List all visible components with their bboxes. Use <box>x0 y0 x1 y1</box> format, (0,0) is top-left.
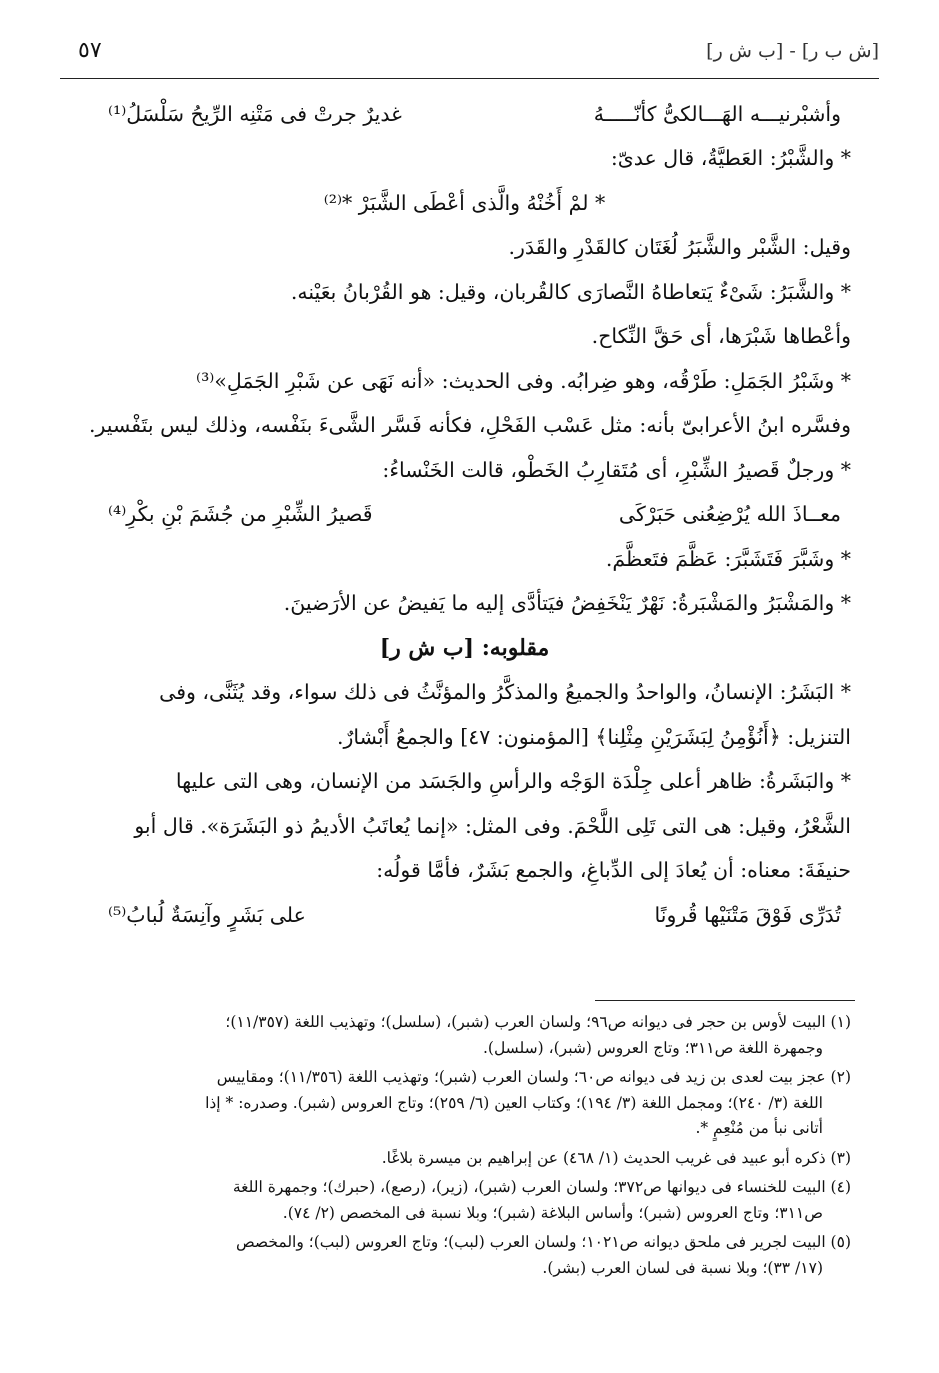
header-divider <box>60 78 879 79</box>
page-number: ٥٧ <box>78 38 102 63</box>
footnotes <box>80 1010 851 1285</box>
text-line: * والمَشْبَرُ والمَشْبَرةُ: نَهْرٌ يَنْخَفِضُ فيَتأدَّى إليه ما يَفيضُ عن الأرَضينَ. <box>283 591 851 616</box>
text-line: * والشَّبْرُ: العَطيَّةُ، قال عدىّ: <box>610 146 851 171</box>
verse-second-hemistich: قَصيرُ الشِّبْرِ من جُشَمَ بْنِ بكْرِ⁽⁴⁾ <box>108 502 373 527</box>
text-line: * والبَشَرةُ: ظاهر أعلى جِلْدَة الوَجْه والرأسِ والجَسَد من الإنسان، وهى التى عليها <box>175 769 851 794</box>
footnote <box>80 1065 851 1142</box>
text-line: * البَشَرُ: الإنسانُ، والواحدُ والجميعُ والمذكَّرُ والمؤنَّثُ فى ذلك سواء، وقد يُثَنَّى، وفى <box>159 680 851 705</box>
footnote-line: (١٧/ ٣٣)؛ وبلا نسبة فى لسان العرب (بشر). <box>542 1258 823 1277</box>
footnote-line: اللغة (٣/ ٢٤٠)؛ ومجمل اللغة (٣/ ١٩٤)؛ وكتاب العين (٦/ ٢٥٩)؛ وتاج العروس (شبر). وصدره: * إذا <box>205 1093 823 1112</box>
text-line: حنيفَةَ: معناه: أن يُعادَ إلى الدِّباغِ، والجمع بَشَرٌ، فأمَّا قولُه: <box>376 858 851 883</box>
footnote <box>80 1230 851 1281</box>
section-heading: مقلوبه: [ب ش ر] <box>379 635 550 662</box>
footnote-line: (٤) البيت للخنساء فى ديوانها ص٣٧٢؛ ولسان العرب (شبر)، (زير)، (رصع)، (حبرك)؛ وجمهرة اللغة <box>232 1178 851 1197</box>
footnote-line: (٣) ذكره أبو عبيد فى غريب الحديث (١/ ٤٦٨) عن إبراهيم بن ميسرة بلاغًا. <box>381 1148 851 1167</box>
text-line: وقيل: الشَّبْر والشَّبَرُ لُغَتَان كالقَدْرِ والقَدَر. <box>508 235 851 260</box>
text-line: * والشَّبَرُ: شَىْءٌ يَتعاطاهُ النَّصارَى كالقُربان، وقيل: هو القُرْبانُ بعَيْنه. <box>290 279 851 304</box>
footnote-line: ص٣١١؛ وتاج العروس (شبر)؛ وأساس البلاغة (شبر)؛ وبلا نسبة فى المخصص (٢/ ٧٤). <box>282 1203 823 1222</box>
footnote-line: (٢) عجز بيت لعدى بن زيد فى ديوانه ص٦٠؛ ولسان العرب (شبر)؛ وتهذيب اللغة (١١/٣٥٦)؛ ومقاييس <box>216 1068 851 1087</box>
verse-line <box>78 92 851 137</box>
text-line: وفسَّره ابنُ الأعرابىّ بأنه: مثل عَسْب الفَحْلِ، فكأنه فَسَّر الشَّىءَ بنَفْسه، وذلك ليس بتَفْسير. <box>88 413 851 438</box>
verse-second-hemistich: غديرٌ جرتْ فى مَتْنِه الرِّيحُ سَلْسَلُ⁽¹⁾ <box>108 101 402 126</box>
verse-second-hemistich: على بَشَرٍ وآنِسَةٌ لُبابُ⁽⁵⁾ <box>108 902 306 927</box>
text-line: وأعْطاها شَبْرَها، أى حَقَّ النِّكاح. <box>591 324 851 349</box>
verse-line <box>78 893 851 938</box>
verse-line <box>78 493 851 538</box>
footnote-line: أتانى نبأ من مُنْعِمٍ *. <box>695 1119 823 1138</box>
footnote-line: (١) البيت لأوس بن حجر فى ديوانه ص٩٦؛ ولسان العرب (شبر)، (سلسل)؛ وتهذيب اللغة (١١/٣٥٧)؛ <box>225 1013 851 1032</box>
footnote-gap <box>80 1281 851 1285</box>
verse-first-hemistich: تُدَرِّى فَوْقَ مَتْنَيْها قُرونًا <box>654 902 841 927</box>
text-line: * وشَبْرُ الجَمَلِ: طَرْقُه، وهو ضِرابُه. وفى الحديث: «أنه نَهَى عن شَبْرِ الجَمَلِ»⁽³⁾ <box>196 368 851 393</box>
verse-first-hemistich: وأشبْرنيـــه الهَـــالكىُّ كأنّـــــهُ <box>593 101 841 126</box>
text-line: التنزيل: ﴿أَنُؤْمِنُ لِبَشَرَيْنِ مِثْلِنا﴾ [المؤمنون: ٤٧] والجمعُ أَبْشارٌ. <box>336 724 851 749</box>
main-text <box>78 92 851 938</box>
footnote-line: وجمهرة اللغة ص٣١١؛ وتاج العروس (شبر)، (سلسل). <box>482 1038 823 1057</box>
footnote-divider <box>595 1000 855 1001</box>
verse-first-hemistich: معــاذَ الله يُرْضِعُنى حَبَرْكَى <box>618 502 841 527</box>
page-header <box>60 34 879 74</box>
footnote <box>80 1146 851 1172</box>
text-line: الشَّعْرُ، وقيل: هى التى تَلِى اللَّحْمَ. وفى المثل: «إنما يُعاتَبُ الأديمُ ذو البَشَرَة». قال أبو <box>134 813 851 838</box>
text-line: * وشَبَّرَ فَتَشَبَّرَ: عَظَّمَ فتَعظَّمَ. <box>605 546 851 571</box>
footnote-line: (٥) البيت لجرير فى ملحق ديوانه ص١٠٢١؛ ولسان العرب (لبب)؛ وتاج العروس (لبب)؛ والمخصص <box>235 1233 851 1252</box>
quoted-verse-line: * لمْ أَخُنْهُ والَّذى أعْطَى الشَّبَرْ *⁽²⁾ <box>323 190 606 215</box>
footnote <box>80 1175 851 1226</box>
footnote <box>80 1010 851 1061</box>
running-title: [ش ب ر] - [ب ش ر] <box>706 40 879 62</box>
text-line: * ورجلٌ قَصيرُ الشِّبْرِ، أى مُتَقارِبُ الخَطْو، قالت الخَنْساءُ: <box>382 457 851 482</box>
